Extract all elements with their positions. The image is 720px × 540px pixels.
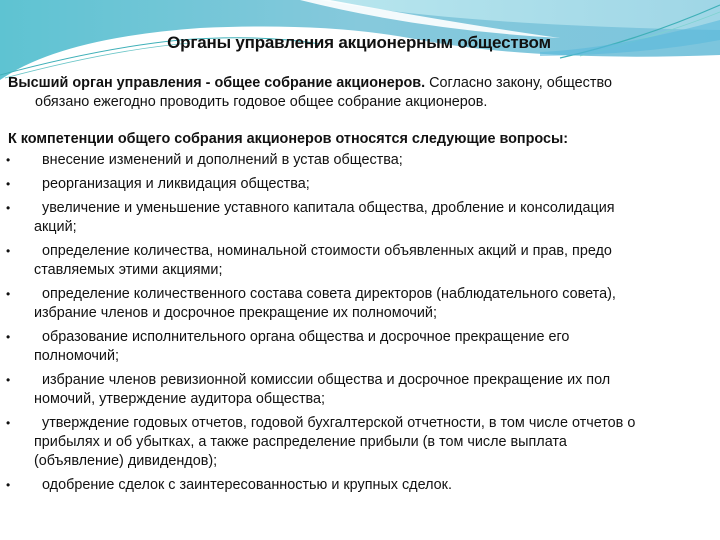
slide-body [8, 74, 714, 500]
bullet-icon: • [6, 177, 11, 191]
bullet-icon: • [6, 478, 11, 492]
bullet-icon: • [6, 330, 11, 344]
intro-text-2: обязано ежегодно проводить годовое общее собрание акционеров. [35, 94, 488, 110]
list-item: • внесение изменений и дополнений в устав общества; [6, 152, 403, 168]
intro-bold: Высший орган управления - общее собрание акционеров. [8, 75, 426, 91]
list-item: • определение количества, номинальной стоимости объявленных акций и прав, предо ставляемых этими акциями; [6, 243, 612, 278]
bullet-icon: • [6, 153, 11, 167]
list-item: • реорганизация и ликвидация общества; [6, 176, 310, 192]
list-item: • образование исполнительного органа общества и досрочное прекращение его полномочий; [6, 329, 570, 364]
list-item: • определение количественного состава совета директоров (наблюдательного совета), избрание членов и досрочное прекращение их полномочий; [6, 286, 616, 321]
list-item: • утверждение годовых отчетов, годовой бухгалтерской отчетности, в том числе отчетов о прибылях и об убытках, а также распределение прибыли (в том числе выплата (объявление) дивидендов); [6, 415, 636, 469]
bullet-icon: • [6, 244, 11, 258]
bullet-icon: • [6, 373, 11, 387]
bullet-icon: • [6, 201, 11, 215]
bullet-icon: • [6, 287, 11, 301]
list-item: • увеличение и уменьшение уставного капитала общества, дробление и консолидация акций; [6, 200, 615, 235]
bullet-icon: • [6, 416, 11, 430]
slide-title: Органы управления акционерным обществом [167, 33, 551, 52]
list-item: • избрание членов ревизионной комиссии общества и досрочное прекращение их пол номочий, утверждение аудитора общества; [6, 372, 611, 407]
competence-heading: К компетенции общего собрания акционеров относятся следующие вопросы: [8, 131, 569, 147]
intro-paragraph [8, 74, 714, 112]
competence-list [8, 151, 714, 495]
list-item: • одобрение сделок с заинтересованностью и крупных сделок. [6, 477, 452, 493]
intro-text-1: Согласно закону, общество [425, 75, 612, 91]
